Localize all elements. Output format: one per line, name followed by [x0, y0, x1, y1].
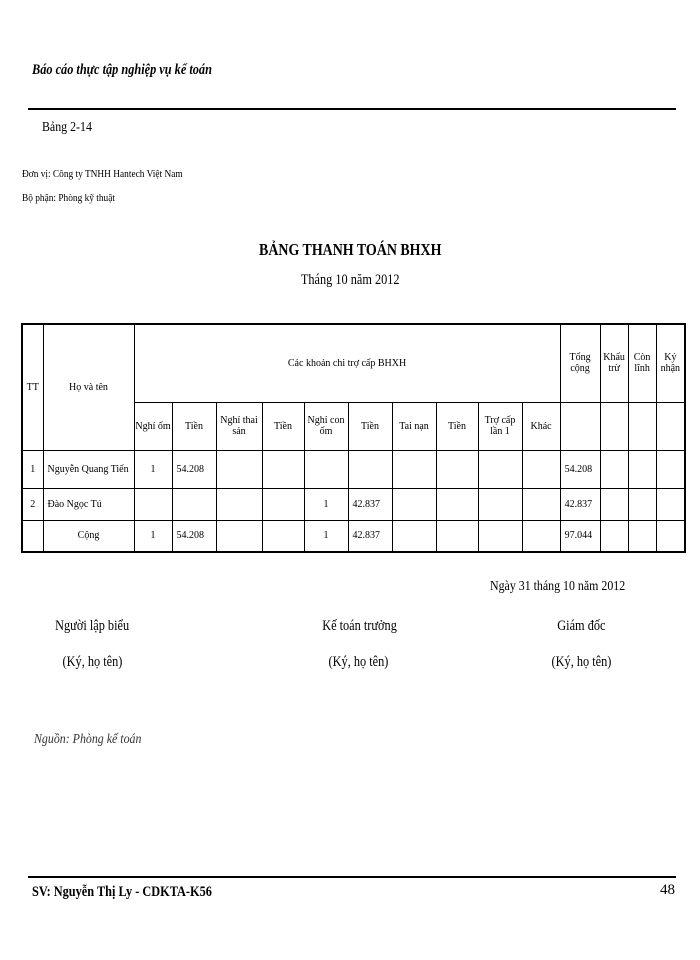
- table-row: [22, 450, 685, 488]
- signature-role-preparer: Người lập biểu: [55, 618, 129, 634]
- cell-sick-amount: 54.208: [172, 450, 216, 488]
- cell-tt: 2: [22, 488, 43, 520]
- cell-name: Đào Ngọc Tú: [43, 488, 134, 520]
- header-name: Họ và tên: [43, 324, 134, 450]
- document-title: BẢNG THANH TOÁN BHXH: [258, 240, 442, 259]
- cell-total: 54.208: [560, 450, 600, 488]
- table-total-row: [22, 520, 685, 552]
- subheader-accident-amount: Tiền: [436, 402, 478, 450]
- cell-total: 42.837: [560, 488, 600, 520]
- header-tt: TT: [22, 324, 43, 450]
- cell-sick-amount: [172, 488, 216, 520]
- cell-child-amount: 42.837: [348, 520, 392, 552]
- subheader-child-sick-days: Nghỉ con ốm: [304, 402, 348, 450]
- footer-student: SV: Nguyễn Thị Ly - CDKTA-K56: [32, 884, 212, 900]
- document-subtitle: Tháng 10 năm 2012: [300, 272, 400, 288]
- signature-note-director: (Ký, họ tên): [551, 654, 611, 670]
- table-header-row: [22, 324, 685, 402]
- subheader-sick-days: Nghỉ ốm: [134, 402, 172, 450]
- cell-child-days: 1: [304, 488, 348, 520]
- cell-total: 97.044: [560, 520, 600, 552]
- source-note: Nguồn: Phòng kế toán: [34, 732, 142, 747]
- cell-name: Nguyễn Quang Tiến: [43, 450, 134, 488]
- cell-child-amount: 42.837: [348, 488, 392, 520]
- cell-child-amount: [348, 450, 392, 488]
- cell-child-days: 1: [304, 520, 348, 552]
- subheader-other: Khác: [522, 402, 560, 450]
- footer-divider: [28, 876, 676, 878]
- date-line: Ngày 31 tháng 10 năm 2012: [490, 579, 626, 594]
- signature-role-director: Giám đốc: [556, 618, 606, 634]
- cell-sick-days: [134, 488, 172, 520]
- signature-note-preparer: (Ký, họ tên): [62, 654, 122, 670]
- subheader-maternity-days: Nghỉ thai sản: [216, 402, 262, 450]
- bhxh-payment-table: [21, 323, 686, 553]
- cell-child-days: [304, 450, 348, 488]
- table-row: [22, 488, 685, 520]
- header-sign: Ký nhận: [656, 324, 685, 402]
- table-label: Bảng 2-14: [42, 120, 92, 135]
- cell-sick-days: 1: [134, 450, 172, 488]
- cell-name: Cộng: [43, 520, 134, 552]
- cell-tt: [22, 520, 43, 552]
- signature-note-chief-accountant: (Ký, họ tên): [328, 654, 388, 670]
- cell-sick-amount: 54.208: [172, 520, 216, 552]
- subheader-first-allowance: Trợ cấp lần 1: [478, 402, 522, 450]
- subheader-sick-amount: Tiền: [172, 402, 216, 450]
- header-remain: Còn lĩnh: [628, 324, 656, 402]
- report-header-title: Báo cáo thực tập nghiệp vụ kế toán: [32, 62, 212, 78]
- subheader-accident: Tai nạn: [392, 402, 436, 450]
- unit-line: Đơn vị: Công ty TNHH Hantech Việt Nam: [22, 168, 183, 180]
- signature-role-chief-accountant: Kế toán trưởng: [322, 618, 398, 634]
- header-group: Các khoản chi trợ cấp BHXH: [134, 324, 560, 402]
- header-deduct: Khấu trừ: [600, 324, 628, 402]
- subheader-maternity-amount: Tiền: [262, 402, 304, 450]
- header-divider: [28, 108, 676, 110]
- subheader-child-sick-amount: Tiền: [348, 402, 392, 450]
- cell-sick-days: 1: [134, 520, 172, 552]
- department-line: Bộ phận: Phòng kỹ thuật: [22, 192, 115, 204]
- page-number: 48: [660, 882, 675, 898]
- cell-tt: 1: [22, 450, 43, 488]
- header-total: Tổng cộng: [560, 324, 600, 402]
